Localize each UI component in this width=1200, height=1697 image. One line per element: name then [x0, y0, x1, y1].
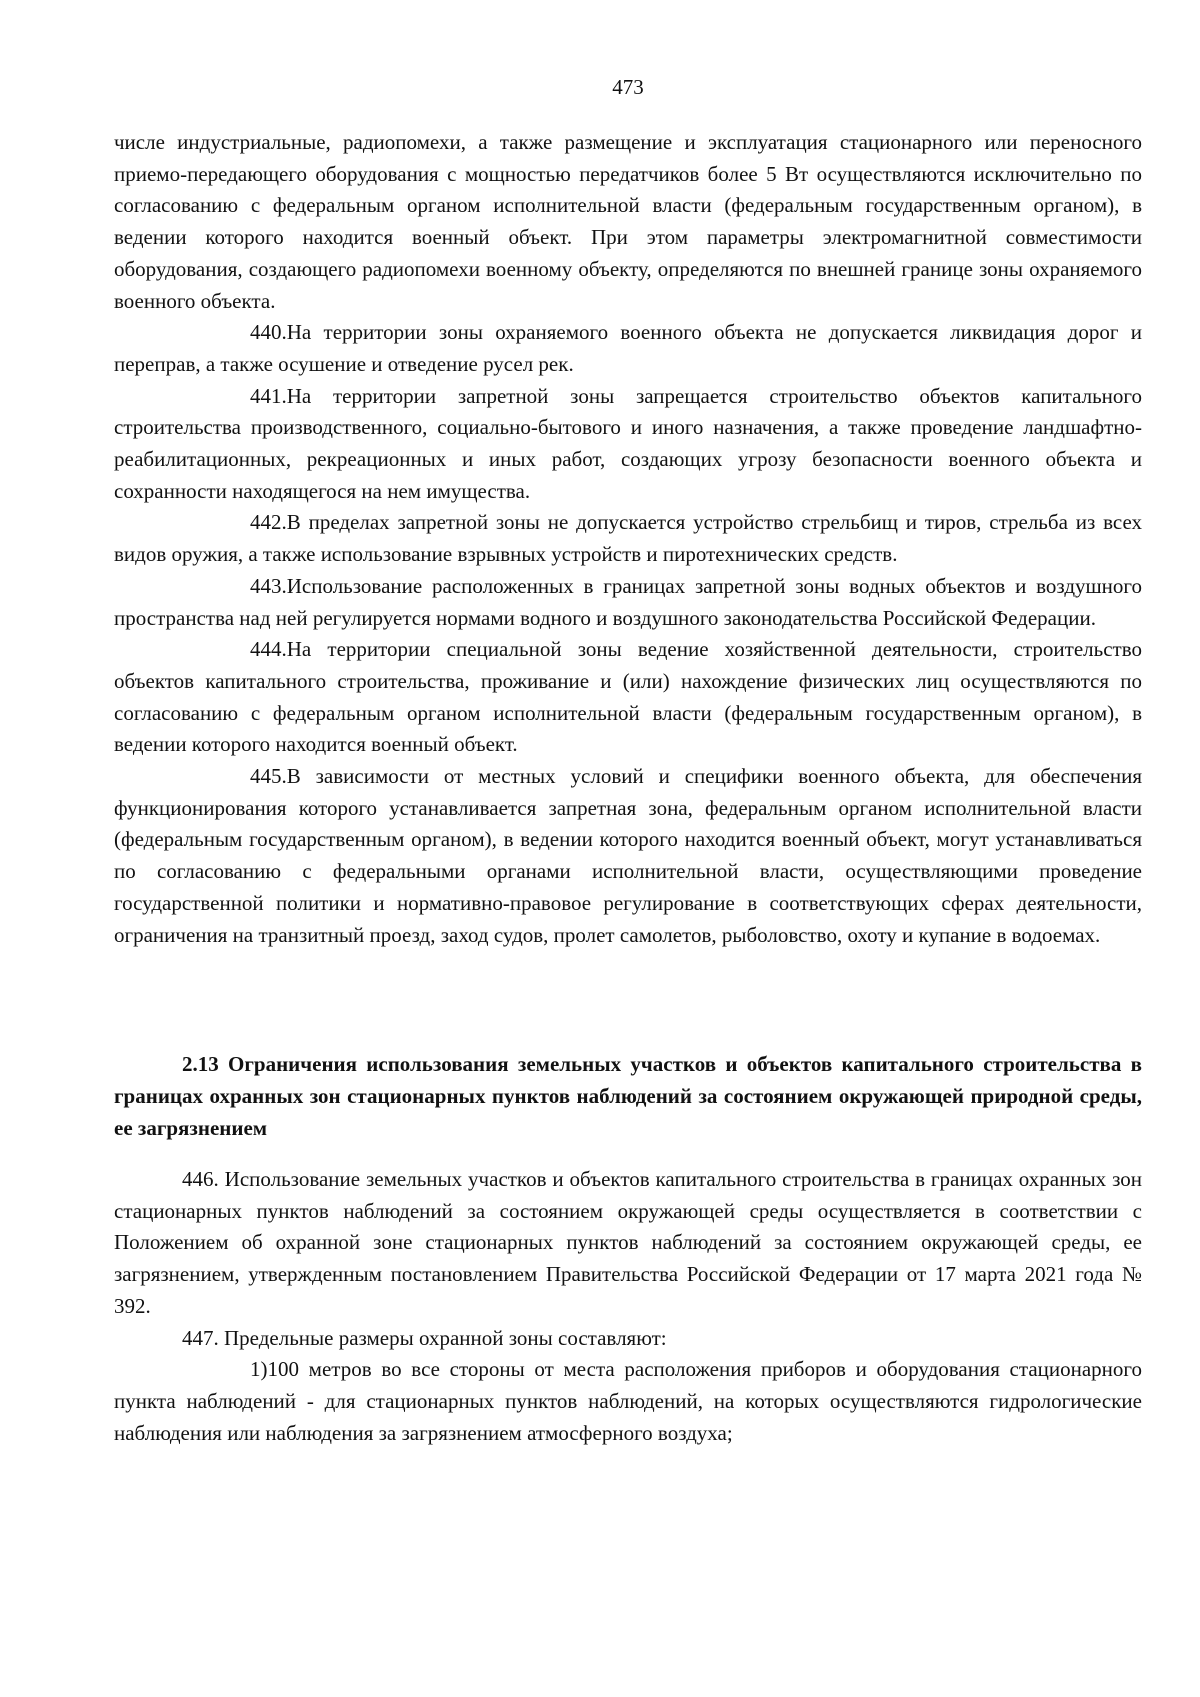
subitem-text: 100 метров во все стороны от места расположения приборов и оборудования стационарного пункта наблюдений - для стационарных пунктов наблюдений, на которых осуществляются гидрологические наблюдения или наблюдения за загрязнением атмосферного воздуха;: [114, 1357, 1142, 1445]
paragraph-number: 446.: [182, 1167, 219, 1191]
paragraph-number: 441.: [250, 383, 287, 408]
paragraph-number: 447.: [182, 1325, 219, 1350]
paragraph-text: Использование расположенных в границах запретной зоны водных объектов и воздушного пространства над ней регулируется нормами водного и воздушного законодательства Российской Федерации.: [114, 573, 1142, 630]
paragraph-445: [114, 761, 1142, 951]
section-heading: 2.13 Ограничения использования земельных участков и объектов капитального строительства в границах охранных зон стационарных пунктов наблюдений за состоянием окружающей природной среды, ее загрязнением: [114, 1052, 1142, 1140]
paragraph-text: На территории зоны охраняемого военного объекта не допускается ликвидация дорог и переправ, а также осушение и отведение русел рек.: [114, 320, 1142, 376]
subitem-1: [114, 1354, 1142, 1449]
paragraph-text: Предельные размеры охранной зоны составляют:: [224, 1325, 667, 1350]
paragraph-444: [114, 634, 1142, 761]
paragraph-text: В пределах запретной зоны не допускается устройство стрельбищ и тиров, стрельба из всех видов оружия, а также использование взрывных устройств и пиротехнических средств.: [114, 510, 1142, 567]
paragraph-446: [114, 1164, 1142, 1323]
paragraph-text: числе индустриальные, радиопомехи, а также размещение и эксплуатация стационарного или переносного приемо-передающего оборудования с мощностью передатчиков более 5 Вт осуществляются исключительно по согласованию с федеральным органом исполнительной власти (федеральным государственным органом), в ведении которого находится военный объект. При этом параметры электромагнитной совместимости оборудования, создающего радиопомехи военному объекту, определяются по внешней границе зоны охраняемого военного объекта.: [114, 130, 1142, 313]
paragraph-text: На территории запретной зоны запрещается строительство объектов капитального строительства производственного, социально-бытового и иного назначения, а также проведение ландшафтно-реабилитационных, рекреационных и иных работ, создающих угрозу безопасности военного объекта и сохранности находящегося на нем имущества.: [114, 383, 1142, 503]
page-number: 473: [612, 75, 644, 99]
paragraph-441: [114, 381, 1142, 508]
paragraph-number: 445.: [250, 764, 287, 789]
subitem-number: 1): [250, 1357, 268, 1382]
paragraph-text: Использование земельных участков и объектов капитального строительства в границах охранных зон стационарных пунктов наблюдений за состоянием окружающей среды осуществляется в соответствии с Положением об охранной зоне стационарных пунктов наблюдений за состоянием окружающей среды, ее загрязнением, утвержденным постановлением Правительства Российской Федерации от 17 марта 2021 года № 392.: [114, 1167, 1143, 1318]
paragraph-number: 442.: [250, 510, 287, 535]
paragraph-440: [114, 317, 1142, 380]
paragraph-443: [114, 571, 1142, 634]
paragraph-text: В зависимости от местных условий и специфики военного объекта, для обеспечения функционирования которого устанавливается запретная зона, федеральным органом исполнительной власти (федеральным государственным органом), в ведении которого находится военный объект, могут устанавливаться по согласованию с федеральными органами исполнительной власти, осуществляющими проведение государственной политики и нормативно-правовое регулирование в соответствующих сферах деятельности, ограничения на транзитный проезд, заход судов, пролет самолетов, рыболовство, охоту и купание в водоемах.: [114, 764, 1142, 947]
paragraph-continuation: [114, 127, 1142, 317]
paragraph-number: 444.: [250, 637, 287, 662]
paragraph-442: [114, 507, 1142, 570]
body-text-bottom: [114, 1164, 1142, 1449]
paragraph-text: На территории специальной зоны ведение хозяйственной деятельности, строительство объектов капитального строительства, проживание и (или) нахождение физических лиц осуществляются по согласованию с федеральным органом исполнительной власти (федеральным государственным органом), в ведении которого находится военный объект.: [114, 637, 1142, 757]
paragraph-447: [114, 1323, 1142, 1355]
paragraph-number: 440.: [250, 320, 287, 345]
body-text-top: [114, 127, 1142, 951]
paragraph-number: 443.: [250, 573, 287, 598]
